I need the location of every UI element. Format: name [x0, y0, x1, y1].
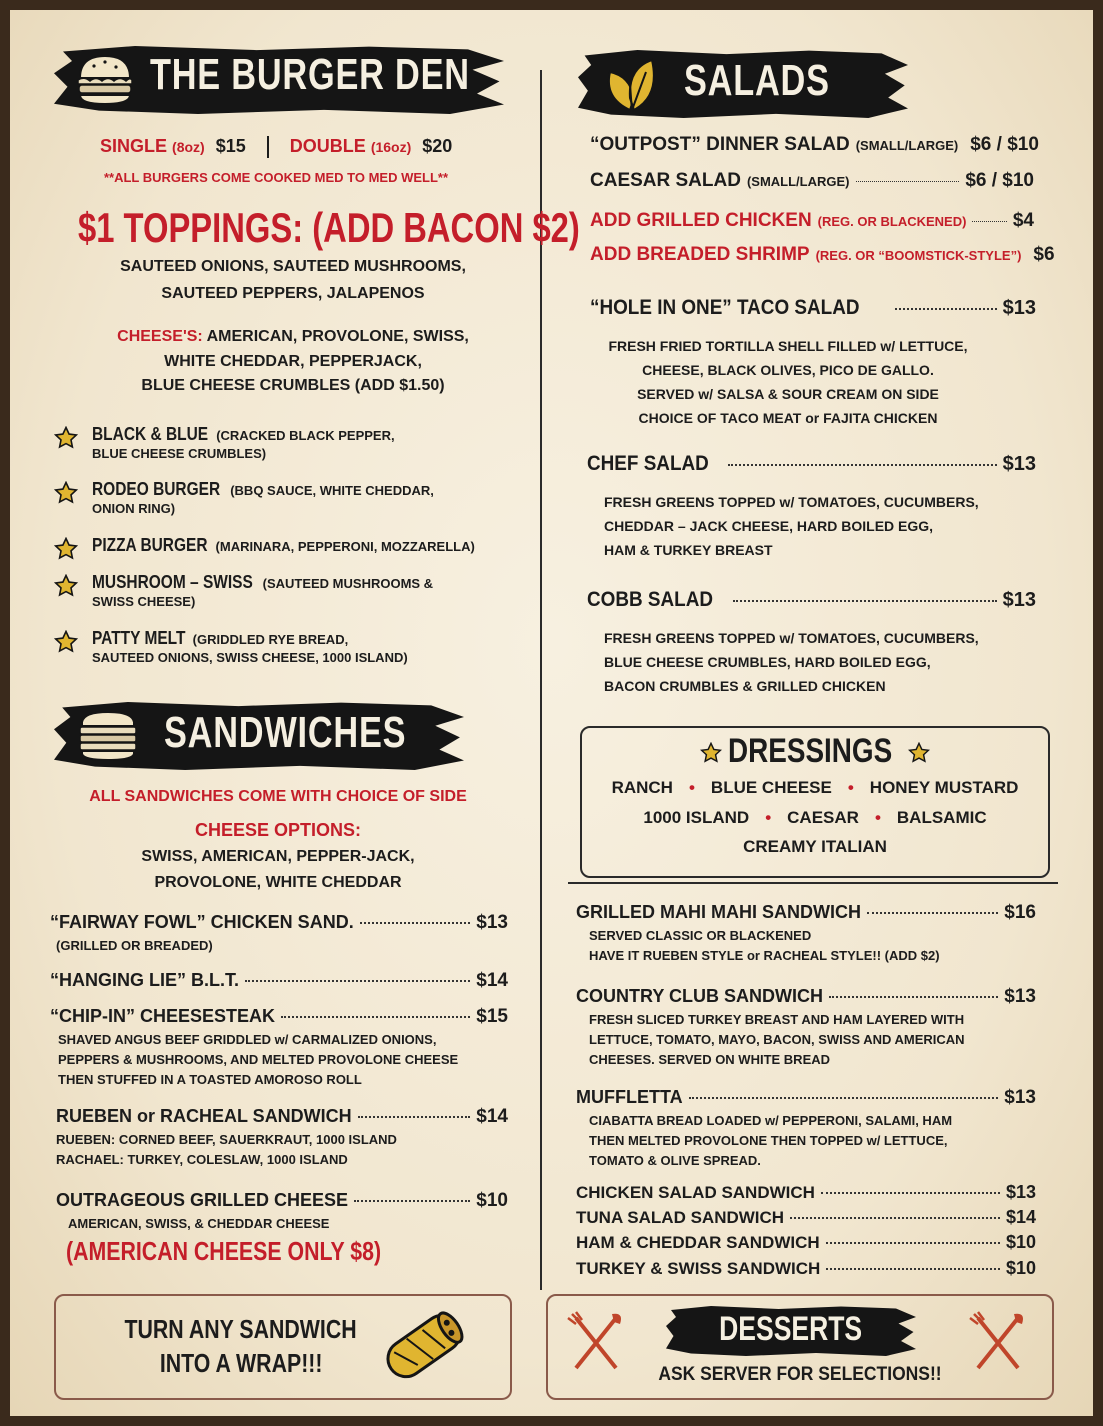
item-desc: RACHAEL: TURKEY, COLESLAW, 1000 ISLAND — [56, 1152, 348, 1167]
special-desc-2: SAUTEED ONIONS, SWISS CHEESE, 1000 ISLAND) — [92, 650, 408, 665]
special-desc-1: (CRACKED BLACK PEPPER, — [216, 428, 395, 443]
item-desc: CHOICE OF TACO MEAT or FAJITA CHICKEN — [638, 410, 938, 426]
special-desc-2: BLUE CHEESE CRUMBLES) — [92, 446, 267, 461]
item-price: $6 / $10 — [970, 134, 1039, 155]
cheese-line-3: BLUE CHEESE CRUMBLES (ADD $1.50) — [141, 377, 445, 394]
dot-leader — [826, 1242, 1000, 1244]
dot-leader — [281, 1016, 470, 1018]
fork-knife-icon — [968, 1310, 1028, 1374]
item-name: COBB SALAD — [587, 588, 713, 611]
item-price: $10 — [476, 1190, 508, 1211]
dot-leader — [354, 1200, 470, 1202]
toppings-title: $1 TOPPINGS: (ADD BACON $2) — [78, 204, 580, 251]
burger-title: THE BURGER DEN — [150, 50, 470, 99]
star-icon — [908, 742, 930, 764]
sandwich-country — [576, 986, 1036, 1008]
special-desc-1: (MARINARA, PEPPERONI, MOZZARELLA) — [215, 539, 475, 554]
item-price: $6 / $10 — [965, 170, 1034, 191]
double-size: (16oz) — [370, 139, 412, 155]
item-name: GRILLED MAHI MAHI SANDWICH — [576, 902, 861, 922]
item-size: (SMALL/LARGE) — [746, 174, 850, 189]
dot-leader — [790, 1217, 1000, 1219]
double-price: $20 — [422, 136, 453, 156]
special-desc-2: ONION RING) — [92, 501, 176, 516]
sandwiches-title: SANDWICHES — [164, 708, 407, 757]
item-price: $13 — [1004, 986, 1036, 1007]
special-item — [92, 572, 433, 593]
item-size: (REG. OR BLACKENED) — [817, 214, 967, 229]
item-name: CHEF SALAD — [587, 452, 709, 475]
item-price: $13 — [1002, 589, 1036, 611]
item-name: CAESAR SALAD — [590, 170, 741, 191]
item-desc: THEN STUFFED IN A TOASTED AMOROSO ROLL — [58, 1072, 362, 1087]
item-name: ADD GRILLED CHICKEN — [590, 210, 812, 231]
item-desc: PEPPERS & MUSHROOMS, AND MELTED PROVOLONE CHEESE — [58, 1052, 459, 1067]
sandwich-icon — [76, 708, 140, 764]
special-item — [92, 479, 434, 500]
special-name: RODEO BURGER — [92, 479, 221, 499]
special-item — [92, 628, 348, 649]
sandwich-item — [56, 1106, 508, 1128]
american-cheese-note: (AMERICAN CHEESE ONLY $8) — [66, 1236, 382, 1266]
wrap-line-1: TURN ANY SANDWICH — [124, 1314, 358, 1344]
item-size: (REG. OR “BOOMSTICK-STYLE”) — [815, 248, 1022, 263]
cheese-label: CHEESE'S: — [117, 328, 203, 345]
dot-leader — [245, 980, 470, 982]
cheese-list-1: AMERICAN, PROVOLONE, SWISS, — [206, 328, 469, 345]
item-name: CHICKEN SALAD SANDWICH — [576, 1183, 815, 1202]
wrap-icon — [374, 1306, 474, 1386]
item-desc: HAM & TURKEY BREAST — [604, 542, 773, 558]
item-desc: FRESH GREENS TOPPED w/ TOMATOES, CUCUMBERS, — [604, 630, 979, 646]
single-label: SINGLE — [100, 136, 168, 156]
item-price: $14 — [476, 1106, 508, 1127]
item-price: $10 — [1005, 1258, 1036, 1278]
salad-taco — [590, 296, 1036, 320]
cheese-options-title: CHEESE OPTIONS: — [194, 820, 362, 840]
item-desc: CHEESES. SERVED ON WHITE BREAD — [589, 1052, 831, 1067]
leaf-icon — [600, 54, 664, 114]
item-name: “OUTPOST” DINNER SALAD — [590, 134, 850, 155]
wrap-box — [54, 1294, 512, 1400]
sandwich-item — [50, 970, 508, 992]
desserts-note: ASK SERVER FOR SELECTIONS!! — [658, 1364, 942, 1385]
item-size: (SMALL/LARGE) — [855, 138, 959, 153]
star-icon — [54, 537, 78, 561]
side-note: ALL SANDWICHES COME WITH CHOICE OF SIDE — [89, 788, 467, 805]
menu-page — [10, 10, 1093, 1416]
burger-size-line — [100, 136, 452, 158]
item-desc: SERVED CLASSIC OR BLACKENED — [589, 928, 812, 943]
item-price: $14 — [1005, 1207, 1036, 1227]
item-price: $13 — [476, 912, 508, 933]
item-price: $4 — [1012, 210, 1034, 231]
sandwich-muffletta — [576, 1087, 1036, 1109]
section-divider — [568, 882, 1058, 884]
toppings-line-2: SAUTEED PEPPERS, JALAPENOS — [161, 285, 425, 302]
item-price: $16 — [1004, 902, 1036, 923]
salad-price-item — [590, 170, 1034, 192]
salad-price-item — [590, 244, 1055, 266]
salads-title: SALADS — [684, 56, 830, 105]
item-desc: THEN MELTED PROVOLONE THEN TOPPED w/ LETTUCE, — [589, 1133, 948, 1148]
item-name: COUNTRY CLUB SANDWICH — [576, 986, 823, 1006]
item-name: TUNA SALAD SANDWICH — [576, 1208, 785, 1227]
item-desc: SHAVED ANGUS BEEF GRIDDLED w/ CARMALIZED ONIONS, — [58, 1032, 437, 1047]
special-name: BLACK & BLUE — [92, 424, 209, 444]
toppings-line-1: SAUTEED ONIONS, SAUTEED MUSHROOMS, — [120, 258, 466, 275]
item-price: $13 — [1004, 1087, 1036, 1108]
dot-leader — [895, 308, 996, 310]
dot-leader — [867, 912, 998, 914]
item-name: “CHIP-IN” CHEESESTEAK — [50, 1006, 276, 1026]
special-item — [92, 424, 395, 445]
item-desc: FRESH SLICED TURKEY BREAST AND HAM LAYERED WITH — [589, 1012, 965, 1027]
special-desc-2: SWISS CHEESE) — [92, 594, 196, 609]
star-icon — [54, 481, 78, 505]
sandwich-item — [50, 1006, 508, 1028]
dressings-title: DRESSINGS — [728, 732, 893, 770]
burger-icon — [74, 52, 136, 108]
dot-leader — [728, 464, 996, 466]
sandwich-item — [576, 1232, 1036, 1253]
dressings-row-2: 1000 ISLAND • CAESAR • BALSAMIC — [643, 808, 987, 827]
sandwich-item — [576, 1258, 1036, 1279]
sandwich-item — [576, 1182, 1036, 1203]
item-name: TURKEY & SWISS SANDWICH — [576, 1259, 821, 1278]
cheese-line-1 — [10, 328, 576, 346]
item-name: OUTRAGEOUS GRILLED CHEESE — [56, 1190, 349, 1210]
item-desc: FRESH FRIED TORTILLA SHELL FILLED w/ LETTUCE, — [608, 338, 968, 354]
size-separator — [267, 136, 269, 158]
dot-leader — [856, 181, 960, 182]
dot-leader — [826, 1268, 1000, 1270]
special-desc-1: (SAUTEED MUSHROOMS & — [262, 576, 434, 591]
star-icon — [54, 630, 78, 654]
dot-leader — [821, 1192, 1000, 1194]
special-desc-1: (GRIDDLED RYE BREAD, — [192, 632, 349, 647]
item-name: “HANGING LIE” B.L.T. — [50, 970, 239, 990]
cheese-line-2: WHITE CHEDDAR, PEPPERJACK, — [164, 353, 422, 370]
wrap-line-2: INTO A WRAP!!! — [159, 1348, 323, 1378]
column-divider — [540, 70, 542, 1290]
item-desc: SERVED w/ SALSA & SOUR CREAM ON SIDE — [637, 386, 939, 402]
dot-leader — [972, 221, 1006, 222]
dot-leader — [358, 1116, 471, 1118]
item-price: $13 — [1005, 1182, 1036, 1202]
item-name: MUFFLETTA — [576, 1087, 683, 1107]
special-item — [92, 535, 475, 556]
item-price: $15 — [476, 1006, 508, 1027]
item-desc: RUEBEN: CORNED BEEF, SAUERKRAUT, 1000 ISLAND — [56, 1132, 397, 1147]
desserts-box — [546, 1294, 1054, 1400]
item-name: RUEBEN or RACHEAL SANDWICH — [56, 1106, 352, 1126]
special-name: MUSHROOM – SWISS — [92, 572, 253, 592]
special-name: PATTY MELT — [92, 628, 186, 648]
item-price: $13 — [1002, 453, 1036, 475]
dressings-box — [580, 726, 1050, 878]
single-size: (8oz) — [172, 139, 205, 155]
item-price: $10 — [1005, 1232, 1036, 1252]
item-desc: AMERICAN, SWISS, & CHEDDAR CHEESE — [68, 1216, 330, 1231]
star-icon — [700, 742, 722, 764]
dot-leader — [689, 1097, 999, 1099]
item-desc: (GRILLED OR BREADED) — [56, 938, 213, 953]
sandwich-item — [50, 912, 508, 934]
item-name: HAM & CHEDDAR SANDWICH — [576, 1233, 820, 1252]
item-desc: CIABATTA BREAD LOADED w/ PEPPERONI, SALAMI, HAM — [589, 1113, 953, 1128]
dressings-row-3: CREAMY ITALIAN — [743, 837, 887, 856]
item-desc: CHEESE, BLACK OLIVES, PICO DE GALLO. — [642, 362, 934, 378]
item-desc: BLUE CHEESE CRUMBLES, HARD BOILED EGG, — [604, 654, 931, 670]
sandwich-item — [56, 1190, 508, 1212]
desserts-title: DESSERTS — [719, 1310, 863, 1348]
special-desc-1: (BBQ SAUCE, WHITE CHEDDAR, — [230, 483, 434, 498]
item-name: “FAIRWAY FOWL” CHICKEN SAND. — [50, 912, 354, 932]
dressings-row-1: RANCH • BLUE CHEESE • HONEY MUSTARD — [611, 778, 1019, 797]
item-desc: CHEDDAR – JACK CHEESE, HARD BOILED EGG, — [604, 518, 934, 534]
dot-leader — [360, 922, 471, 924]
single-price: $15 — [215, 136, 246, 156]
cooked-note: **ALL BURGERS COME COOKED MED TO MED WELL** — [103, 170, 449, 185]
star-icon — [54, 574, 78, 598]
special-name: PIZZA BURGER — [92, 535, 208, 555]
dot-leader — [829, 996, 998, 998]
sandwich-mahi — [576, 902, 1036, 924]
salad-price-item — [590, 210, 1034, 232]
dot-leader — [733, 600, 997, 602]
salad-chef — [587, 452, 1036, 476]
cheese-options-line-1: SWISS, AMERICAN, PEPPER-JACK, — [141, 848, 415, 865]
item-price: $13 — [1002, 297, 1036, 319]
item-desc: TOMATO & OLIVE SPREAD. — [589, 1153, 761, 1168]
item-desc: HAVE IT RUEBEN STYLE or RACHEAL STYLE!! (ADD $2) — [589, 948, 940, 963]
double-label: DOUBLE — [289, 136, 366, 156]
item-name: “HOLE IN ONE” TACO SALAD — [590, 296, 860, 319]
salad-price-item — [590, 134, 1039, 156]
sandwich-item — [576, 1207, 1036, 1228]
cheese-options-line-2: PROVOLONE, WHITE CHEDDAR — [154, 874, 402, 891]
item-desc: FRESH GREENS TOPPED w/ TOMATOES, CUCUMBERS, — [604, 494, 979, 510]
item-price: $14 — [476, 970, 508, 991]
item-desc: BACON CRUMBLES & GRILLED CHICKEN — [604, 678, 886, 694]
item-name: ADD BREADED SHRIMP — [590, 244, 810, 265]
item-desc: LETTUCE, TOMATO, MAYO, BACON, SWISS AND AMERICAN — [589, 1032, 965, 1047]
salad-cobb — [587, 588, 1036, 612]
star-icon — [54, 426, 78, 450]
item-price: $6 — [1033, 244, 1055, 265]
